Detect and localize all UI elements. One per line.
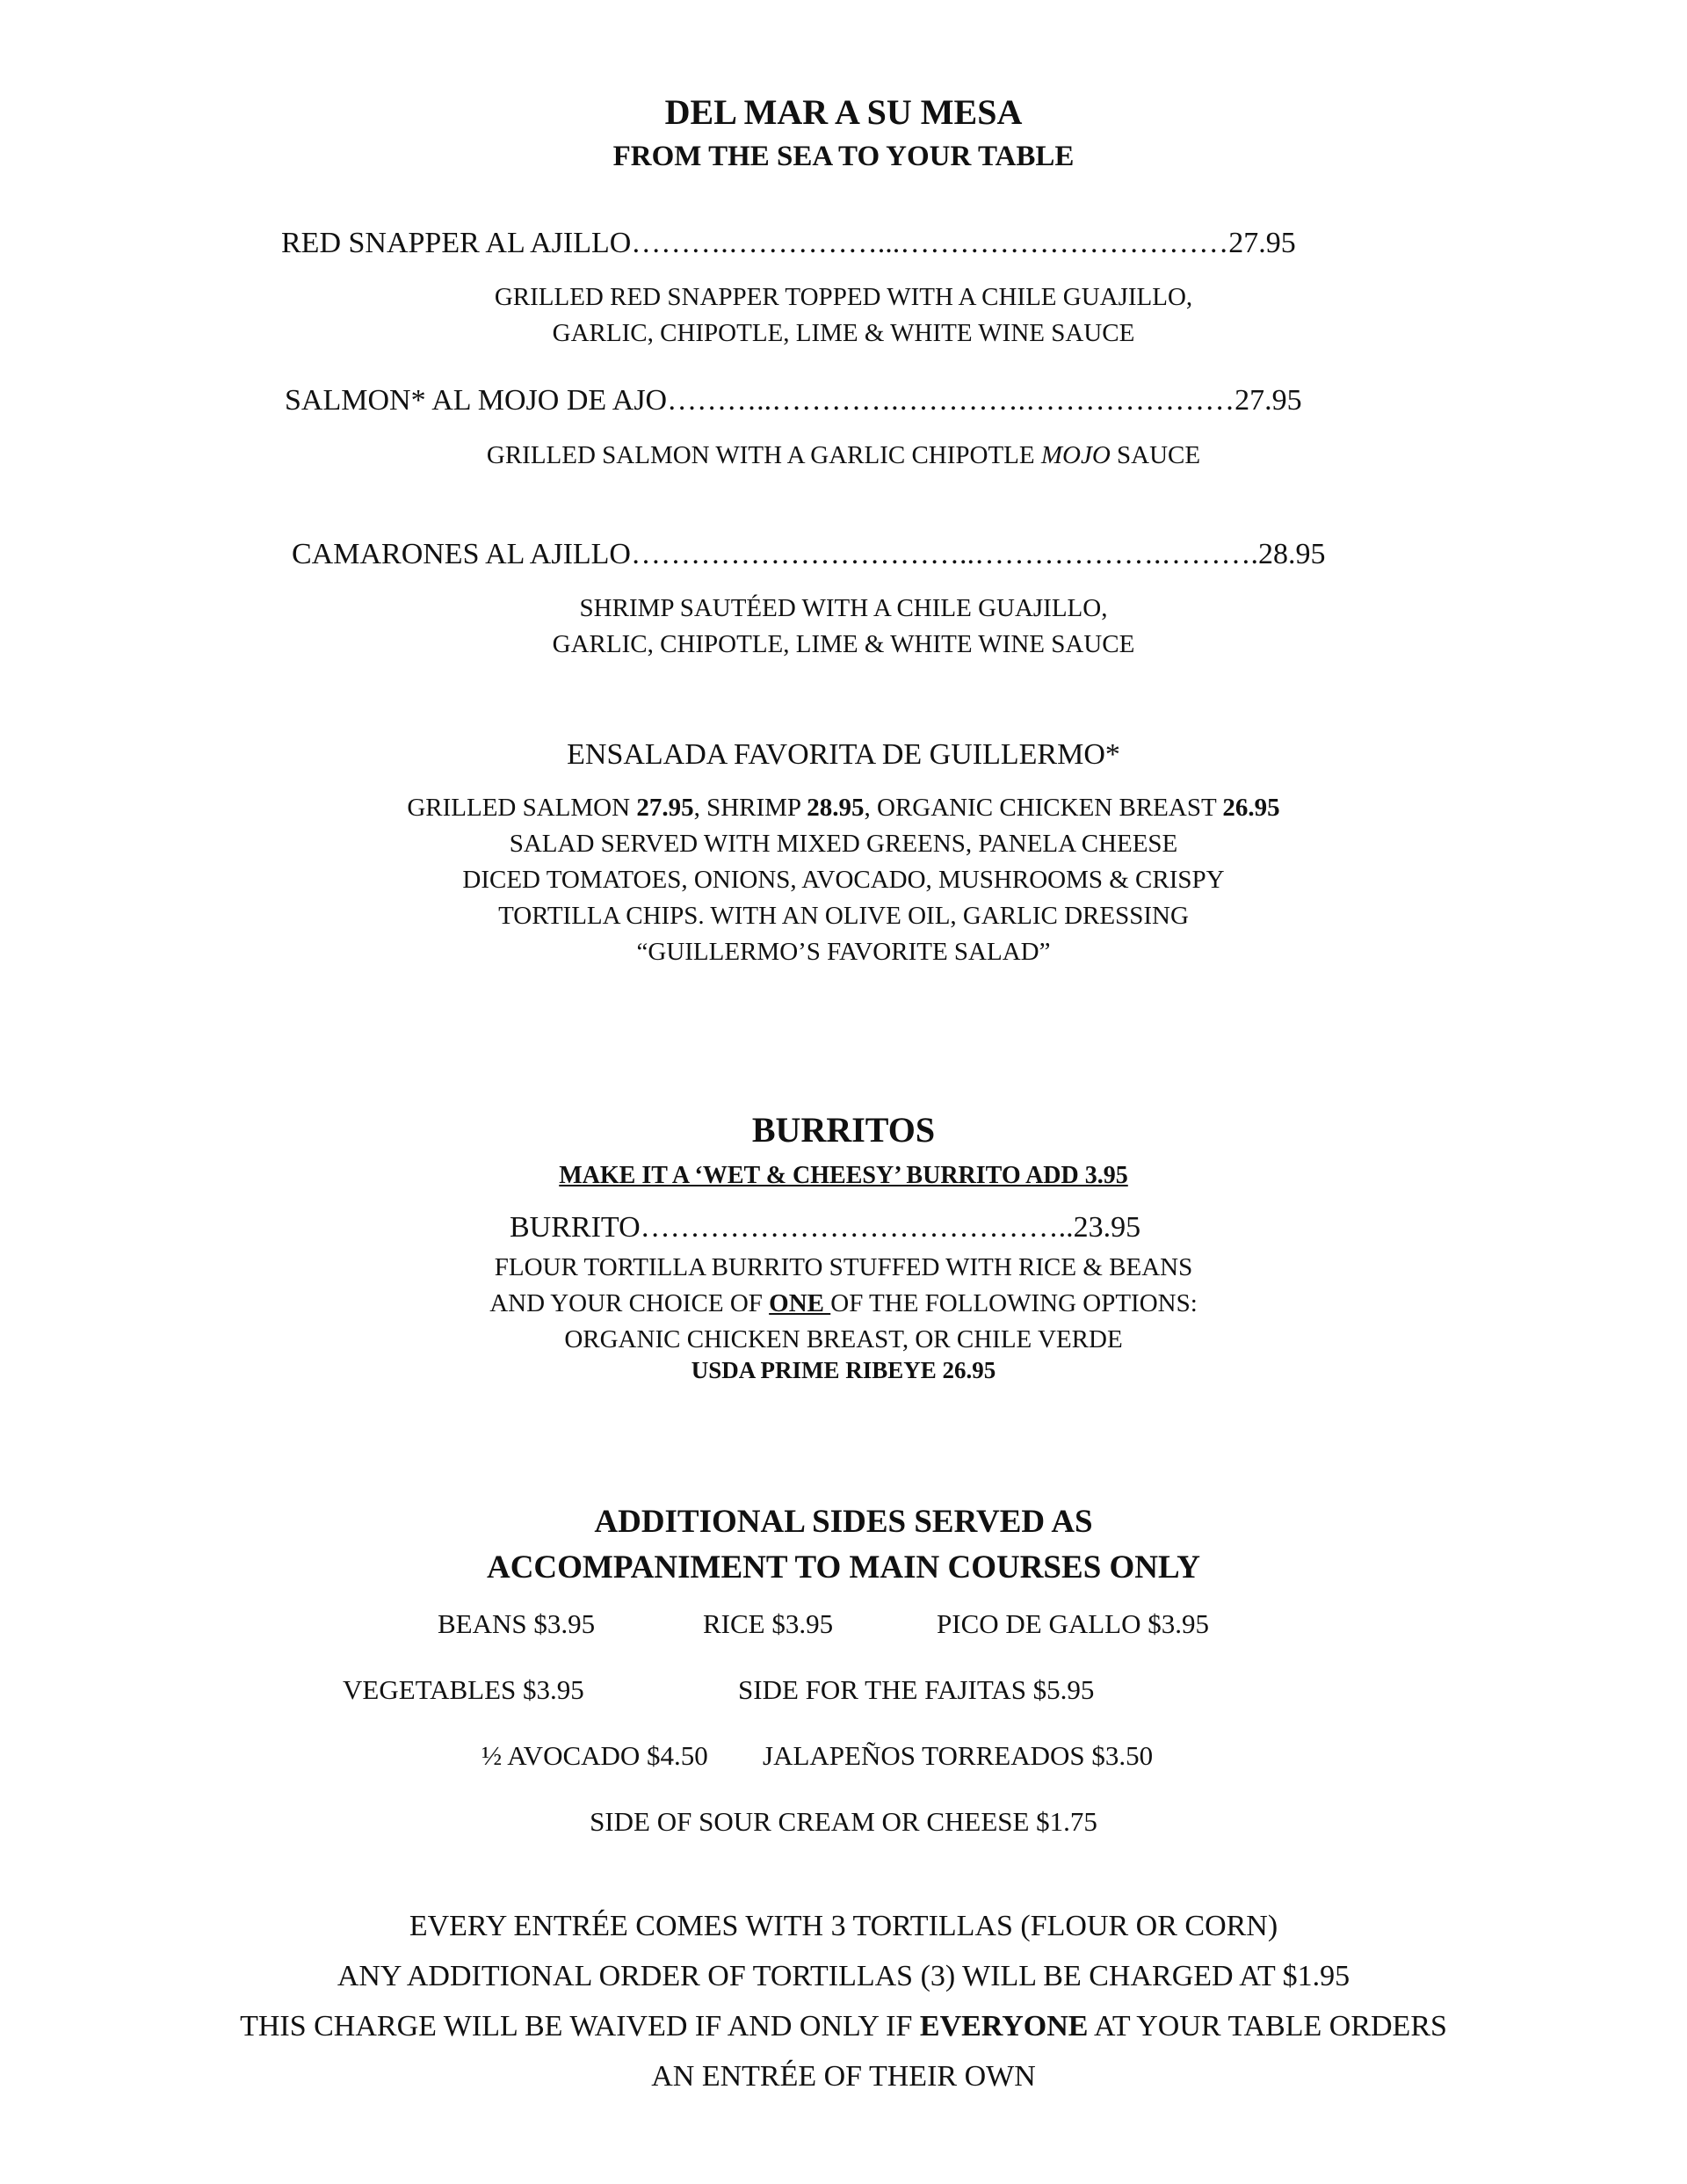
item-name: BURRITO — [510, 1211, 641, 1244]
footer-text: AT YOUR TABLE ORDERS — [1088, 2010, 1447, 2043]
item-description-line: GARLIC, CHIPOTLE, LIME & WHITE WINE SAUCE — [552, 319, 1135, 347]
item-leader-dots: ……………………………..……………….………. — [631, 538, 1258, 570]
chicken-price: 26.95 — [1222, 794, 1280, 822]
side-fajitas: SIDE FOR THE FAJITAS $5.95 — [738, 1674, 1095, 1705]
side-avocado: ½ AVOCADO $4.50 — [481, 1740, 708, 1771]
item-description-line — [0, 441, 1687, 470]
item-description-line: SHRIMP SAUTÉED WITH A CHILE GUAJILLO, — [579, 594, 1108, 622]
menu-item-red-snapper — [281, 227, 1296, 260]
side-rice: RICE $3.95 — [703, 1608, 834, 1639]
desc-text: SAUCE — [1110, 441, 1201, 469]
footer-line: ANY ADDITIONAL ORDER OF TORTILLAS (3) WILL BE CHARGED AT $1.95 — [337, 1960, 1350, 1992]
footer-emphasis-everyone: EVERYONE — [919, 2010, 1089, 2043]
desc-text: , SHRIMP — [693, 794, 807, 822]
item-description-line: GRILLED RED SNAPPER TOPPED WITH A CHILE GUAJILLO, — [494, 283, 1193, 311]
menu-item-salmon — [285, 384, 1302, 417]
burrito-description-line — [0, 1289, 1687, 1318]
item-leader-dots: ……….……………...…………………………… — [631, 227, 1229, 259]
salad-description-line: SALAD SERVED WITH MIXED GREENS, PANELA CHEESE — [509, 830, 1178, 858]
desc-text: GRILLED SALMON — [407, 794, 637, 822]
desc-mojo-italic: MOJO — [1040, 441, 1111, 469]
shrimp-price: 28.95 — [807, 794, 865, 822]
footer-line: AN ENTRÉE OF THEIR OWN — [651, 2060, 1036, 2093]
salad-description-line: DICED TOMATOES, ONIONS, AVOCADO, MUSHROOMS & CRISPY — [462, 866, 1225, 894]
side-vegetables: VEGETABLES $3.95 — [343, 1674, 584, 1705]
section-title-sides-2: ACCOMPANIMENT TO MAIN COURSES ONLY — [486, 1549, 1201, 1585]
menu-item-camarones — [292, 538, 1326, 571]
side-sour-cream: SIDE OF SOUR CREAM OR CHEESE $1.75 — [590, 1806, 1097, 1837]
item-description-line: GARLIC, CHIPOTLE, LIME & WHITE WINE SAUCE — [552, 630, 1135, 658]
section-title-seafood: DEL MAR A SU MESA — [664, 92, 1023, 132]
desc-text: , ORGANIC CHICKEN BREAST — [864, 794, 1223, 822]
section-subtitle-seafood: FROM THE SEA TO YOUR TABLE — [612, 141, 1075, 172]
burrito-upsell: MAKE IT A ‘WET & CHEESY’ BURRITO ADD 3.95 — [559, 1162, 1128, 1189]
desc-text: OF THE FOLLOWING OPTIONS: — [830, 1289, 1198, 1317]
desc-text: GRILLED SALMON WITH A GARLIC CHIPOTLE — [486, 441, 1041, 469]
side-pico-de-gallo: PICO DE GALLO $3.95 — [937, 1608, 1209, 1639]
menu-item-salad: ENSALADA FAVORITA DE GUILLERMO* — [567, 738, 1120, 771]
footer-text: THIS CHARGE WILL BE WAIVED IF AND ONLY IF — [240, 2010, 920, 2043]
burrito-ribeye-option: USDA PRIME RIBEYE 26.95 — [691, 1357, 996, 1383]
burrito-description-line: FLOUR TORTILLA BURRITO STUFFED WITH RICE & BEANS — [494, 1253, 1193, 1281]
desc-emphasis-one: ONE — [769, 1289, 831, 1317]
footer-line: EVERY ENTRÉE COMES WITH 3 TORTILLAS (FLOUR OR CORN) — [409, 1910, 1278, 1942]
item-name: CAMARONES AL AJILLO — [292, 538, 631, 570]
section-title-burritos: BURRITOS — [751, 1110, 936, 1150]
salad-description-line: “GUILLERMO’S FAVORITE SALAD” — [636, 938, 1051, 966]
item-price: 27.95 — [1228, 227, 1296, 259]
item-name: SALMON* AL MOJO DE AJO — [285, 384, 668, 417]
item-name: RED SNAPPER AL AJILLO — [281, 227, 632, 259]
side-jalapenos: JALAPEÑOS TORREADOS $3.50 — [763, 1740, 1154, 1771]
item-price: 28.95 — [1258, 538, 1326, 570]
item-price: 27.95 — [1234, 384, 1302, 417]
item-leader-dots: …………………………………….. — [640, 1211, 1074, 1244]
side-beans: BEANS $3.95 — [438, 1608, 596, 1639]
burrito-description-line: ORGANIC CHICKEN BREAST, OR CHILE VERDE — [564, 1325, 1123, 1353]
item-price: 23.95 — [1073, 1211, 1141, 1244]
salad-description-line: TORTILLA CHIPS. WITH AN OLIVE OIL, GARLIC DRESSING — [498, 902, 1189, 930]
desc-text: AND YOUR CHOICE OF — [489, 1289, 770, 1317]
menu-item-burrito — [510, 1211, 1140, 1244]
salmon-price: 27.95 — [636, 794, 694, 822]
footer-line — [0, 2010, 1687, 2043]
section-title-sides: ADDITIONAL SIDES SERVED AS — [594, 1504, 1093, 1540]
salad-prices — [0, 794, 1687, 823]
item-leader-dots: ………..………….………….………………… — [667, 384, 1235, 417]
